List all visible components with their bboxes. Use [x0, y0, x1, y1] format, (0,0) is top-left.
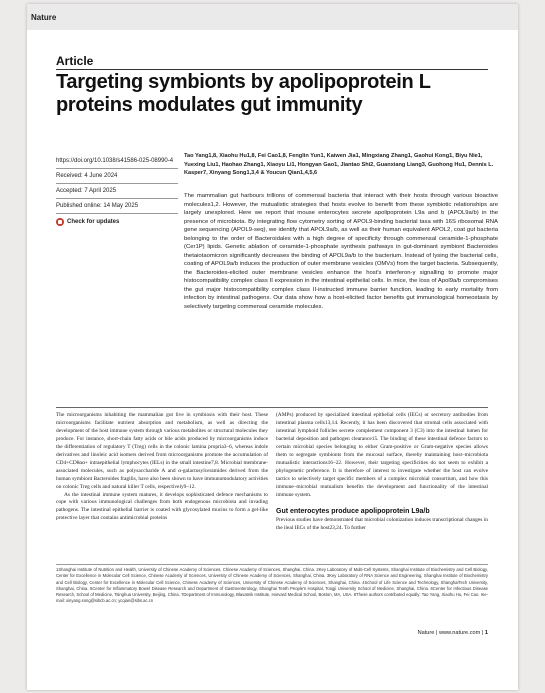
- body-divider: [56, 407, 488, 408]
- body-paragraph: As the intestinal immune system matures, it develops sophisticated defence mechanisms to cope with various immunological challenges from both endogenous microbiota and invading pathogens. The intestinal epithelial barrier is coated with glycosylated mucins to form a gel-like protective layer that contains antimicrobial proteins: [56, 491, 268, 522]
- title-divider: [56, 69, 488, 70]
- page-number: 1: [484, 630, 488, 636]
- footnote-divider: [56, 564, 488, 565]
- received-date: Received: 4 June 2024: [56, 168, 178, 183]
- affiliations-footnotes: 1Shanghai Institute of Nutrition and Health, University of Chinese Academy of Sciences, Chinese Academy of Sciences, Shanghai, China. 2Key Laboratory of Multi-Cell Systems, Shanghai Institute of Biochemistry and Cell Biology, Center for Excellence in Molecular Cell Science, Chinese Academy of Sciences, University of Chinese Academy of Sciences, Shanghai, China. 3Key Laboratory of RNA Science and Engineering, Shanghai Institute of Biochemistry and Cell Biology, Center for Excellence in Molecular Cell Science, Chinese Academy of Sciences, University of Chinese Academy of Sciences, Shanghai, China. 4School of Life Science and Technology, ShanghaiTech University, Shanghai, China. 5Center for Inflammatory Bowel Disease Research and Department of Gastroenterology, Shanghai Tenth People's Hospital, Tongji University School of Medicine, Shanghai, China. 6Center for Infectious Disease Research, School of Medicine, Tsinghua University, Beijing, China. 7Department of Immunology, Blavatnik Institute, Harvard Medical School, Boston, MA, USA. 8These authors contributed equally: Tao Yang, Xiaohu Hu, Fei Cao. ✉e-mail: xinyang.song@sibcb.ac.cn; ycqian@sibs.ac.cn: [56, 567, 488, 604]
- article-type-label: Article: [56, 54, 94, 68]
- body-paragraph: The microorganisms inhabiting the mammalian gut live in symbiosis with their host. These microorganisms facilitate nutrient absorption and metabolism, as well as directing the development of the host immune system through various metabolites or structural molecules they produce. For instance, short-chain fatty acids or bile acids produced by microorganisms induce the differentiation of regulatory T (Treg) cells in the colonic lamina propria3–6, whereas indole derivatives and linoleic acid isomers derived from microorganisms promote the accumulation of CD4+CD8αα+ intraepithelial lymphocytes (IELs) in the small intestine7,8. Microbial membrane-associated molecules, such as polysaccharide A and α-galactosylceramides derived from the human symbiont Bacteroides fragilis, have also been shown to have immunomodulatory activities on colonic Treg cells and natural killer T cells, respectively9–12.: [56, 412, 268, 490]
- footer-separator: |: [435, 630, 439, 636]
- footer-journal: Nature: [417, 630, 435, 636]
- body-column-left: [56, 412, 268, 523]
- abstract: The mammalian gut harbours trillions of commensal bacteria that interact with their hosts through various bioactive molecules1,2. However, the mutualistic strategies that hosts evolve to benefit from these symbiotic relationships are largely unexplored. Here we report that mouse enterocytes secrete apolipoprotein L9a and b (APOL9a/b) in the presence of microbiota. By integrating flow cytometry sorting of APOL9-binding bacterial taxa with 16S ribosomal RNA gene sequencing (APOL9-seq), we identify that APOL9a/b, as well as their human equivalent APOL2, coat gut bacteria belonging to the order of Bacteroidales with a high degree of specificity through commensal ceramide-1-phosphate (Cer1P) lipids. Genetic ablation of ceramide-1-phosphate synthesis pathways in gut-dominant symbiont Bacteroides thetaiotaomicron significantly decreases the binding of APOL9a/b to the bacterium. Instead of lysing the bacterial cells, coating of APOL9a/b induces the production of outer membrane vesicles (OMVs) from the target bacteria. Subsequently, the Bacteroides-elicited outer membrane vesicles enhance the host's interferon-γ signalling to promote major histocompatibility complex class II expression in the intestinal epithelial cells. In mice, the loss of Apol9a/b compromises the gut major histocompatibility complex class II-instructed immune barrier function, leading to early mortality from infection by intestinal pathogens. Our data show how a host-elicited factor benefits gut immunological homeostasis by selectively targeting commensal ceramide molecules.: [184, 193, 498, 310]
- journal-header-band: [27, 4, 518, 30]
- footer-separator: |: [481, 630, 485, 636]
- check-for-updates-button[interactable]: [56, 213, 178, 229]
- page-footer: [418, 630, 488, 636]
- check-for-updates-label: Check for updates: [67, 218, 120, 225]
- author-list: Tao Yang1,8, Xiaohu Hu1,8, Fei Cao1,8, Fenglin Yun1, Kaiwen Jia1, Mingxiang Zhang1, Gaohui Kong1, Biyu Nie1, Yuexing Liu1, Haohao Zhang1, Xiaoyu Li1, Hongyan Gao1, Jiantao Shi2, Guanxiang Liang3, Guohong Hu1, Dennis L. Kasper7, Xinyang Song1,3,4 & Youcun Qian1,4,5,6: [184, 153, 494, 177]
- footer-url[interactable]: www.nature.com: [438, 630, 481, 636]
- body-column-right: [276, 412, 488, 533]
- doi-link[interactable]: https://doi.org/10.1038/s41586-025-08990-4: [56, 158, 174, 164]
- check-updates-icon: [56, 218, 64, 226]
- article-metadata: [56, 154, 178, 229]
- body-paragraph: (AMPs) produced by specialized intestinal epithelial cells (IECs) or secretory antibodies from intestinal plasma cells13,14. Recently, it has been discovered that stromal cells associated with intestinal lymphoid follicles secrete complement component 3 (C3) into the intestinal lumen for bacterial deposition and pathogen clearance15. The binding of these intestinal defence factors to certain microbial species belonging to either Gram-positive or Gram-negative species allows them to segregate symbionts from the mucosal surface, thereby maintaining host–microbiota mutualistic interactions16–22. However, their targeting specificities do not seem to exhibit a phylogenetic preference. It is therefore of interest to investigate whether the host can evolve tactics to selectively target specific members of a complex microbial consortium, and how this immune–microbial mutualism benefits the development and functionality of the intestinal immune system.: [276, 412, 488, 498]
- article-title: Targeting symbionts by apolipoprotein L proteins modulates gut immunity: [56, 71, 431, 116]
- journal-name: Nature: [31, 13, 57, 22]
- article-page: [27, 4, 518, 690]
- accepted-date: Accepted: 7 April 2025: [56, 183, 178, 198]
- section-paragraph: Previous studies have demonstrated that microbial colonization induces transcriptional changes in the ileal IECs of the host23,24. To further: [276, 517, 488, 532]
- section-heading: Gut enterocytes produce apolipoprotein L9a/b: [276, 508, 430, 516]
- published-date: Published online: 14 May 2025: [56, 198, 178, 213]
